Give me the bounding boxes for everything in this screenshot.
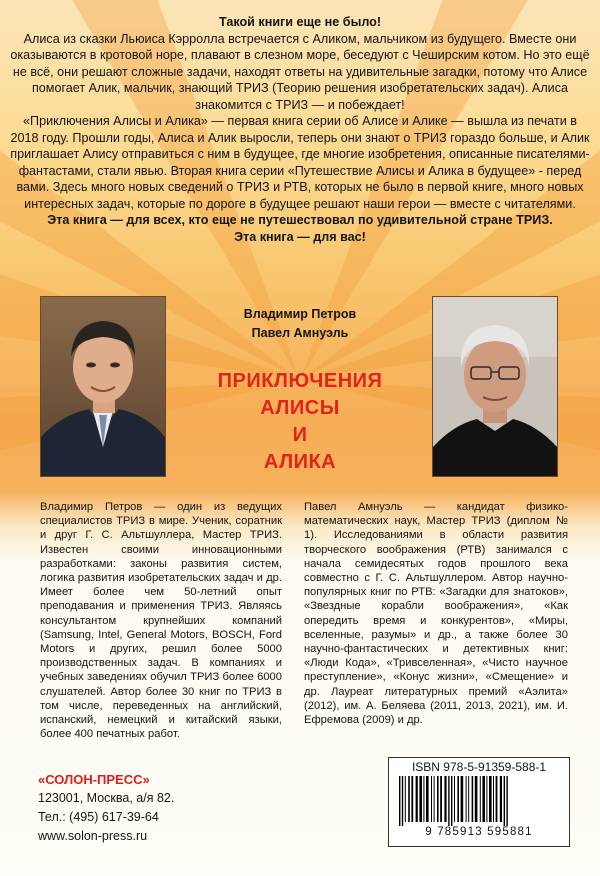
barcode-bar bbox=[437, 776, 439, 822]
portrait-amnuel-image bbox=[433, 297, 557, 476]
author-names bbox=[200, 305, 400, 343]
barcode-bar bbox=[475, 776, 478, 822]
barcode-bar bbox=[454, 776, 455, 822]
barcode-bar bbox=[493, 776, 494, 822]
barcode-bar bbox=[434, 776, 435, 822]
publisher-name: «СОЛОН-ПРЕСС» bbox=[38, 772, 150, 787]
barcode-bar bbox=[468, 776, 469, 822]
barcode-bar bbox=[506, 776, 507, 826]
barcode-bar bbox=[500, 776, 502, 822]
barcode-bar bbox=[461, 776, 464, 822]
barcode-bar bbox=[448, 776, 449, 826]
title-line-3: И bbox=[292, 424, 308, 446]
barcode-bar bbox=[457, 776, 459, 822]
intro-text-block bbox=[10, 14, 590, 245]
barcode-bar bbox=[482, 776, 485, 822]
barcode-bar bbox=[426, 776, 429, 822]
barcode-bar bbox=[444, 776, 446, 822]
bio-amnuel: Павел Амнуэль — кандидат физико-математических наук, Мастер ТРИЗ (диплом № 1). Исследованиями в области развития творческого воображения (РТВ) занимался с начала семидесятых годов прошлого века совместно с Г. С. Альтшуллером. Автор научно-популярных книг по РТВ: «Загадки для знатоков», «Звездные корабли воображения», «Как опередить время и конкурентов», «Миры, вселенные, разумы» и др., а также более 30 научно-фантастических и детективных книг: «Люди Кода», «Тривселенная», «Чисто научное преступление», «Конус жизни», «Смещение» и др. Лауреат литературных премий «Аэлита» (2012), им. А. Беляева (2011, 2013, 2021), им. И. Ефремова (2009) и др. bbox=[304, 501, 568, 727]
portrait-petrov-image bbox=[41, 297, 165, 476]
barcode-bar bbox=[504, 776, 505, 826]
intro-closing-1: Эта книга — для всех, кто еще не путешествовал по удивительной стране ТРИЗ. bbox=[47, 213, 553, 227]
intro-heading: Такой книги еще не было! bbox=[218, 15, 382, 29]
barcode-box bbox=[388, 757, 570, 847]
barcode-bar bbox=[480, 776, 481, 822]
publisher-website: www.solon-press.ru bbox=[38, 829, 148, 843]
barcode-bar bbox=[411, 776, 413, 822]
author-photo-amnuel bbox=[432, 296, 558, 477]
intro-closing-2: Эта книга — для вас! bbox=[234, 229, 366, 244]
barcode-bar bbox=[416, 776, 418, 822]
barcode-bar bbox=[402, 776, 403, 826]
barcode-bar bbox=[419, 776, 422, 822]
barcode-bar bbox=[496, 776, 498, 822]
book-title bbox=[170, 368, 430, 476]
author-photo-petrov bbox=[40, 296, 166, 477]
barcode-bar bbox=[451, 776, 452, 826]
author-name-1: Владимир Петров bbox=[243, 307, 357, 321]
publisher-info bbox=[38, 770, 174, 846]
barcode-bar bbox=[489, 776, 492, 822]
barcode-bar bbox=[423, 776, 424, 822]
barcode-bar bbox=[486, 776, 487, 822]
barcode-bar bbox=[431, 776, 432, 822]
barcode-bar bbox=[405, 776, 406, 822]
isbn-label: ISBN 978-5-91359-588-1 bbox=[411, 760, 547, 774]
barcode-bar bbox=[466, 776, 467, 822]
publisher-phone: Тел.: (495) 617-39-64 bbox=[38, 810, 159, 824]
barcode-bar bbox=[440, 776, 442, 822]
barcode-image bbox=[397, 776, 561, 826]
title-line-4: АЛИКА bbox=[263, 451, 337, 473]
title-line-2: АЛИСЫ bbox=[260, 397, 340, 419]
author-name-2: Павел Амнуэль bbox=[251, 326, 349, 340]
barcode-number: 9 785913 595881 bbox=[425, 826, 533, 838]
barcode-bar bbox=[408, 776, 410, 822]
intro-paragraph-1: Алиса из сказки Льюиса Кэрролла встречается с Аликом, мальчиком из будущего. Вместе они оказываются в кротовой норе, плавают в слезном море, беседуют с Чеширским котом. Но это ещё не всё, они решают сложные задачи, находят ответы на удивительные загадки, потому что Алисе помогает Алик, мальчик, знающий ТРИЗ (Теорию решения изобретательских задач). Алиса знакомится с ТРИЗ — и побеждает! bbox=[10, 31, 590, 112]
title-line-1: ПРИКЛЮЧЕНИЯ bbox=[217, 370, 383, 392]
bio-petrov: Владимир Петров — один из ведущих специалистов ТРИЗ в мире. Ученик, соратник и друг Г. С. Альтшуллера, Мастер ТРИЗ. Известен своими инновационными разработками: законы развития систем, логика развития изобретательских задач и др. Имеет более чем 50-летний опыт преподавания и применения ТРИЗ. Являясь консультантом крупнейших компаний (Samsung, Intel, General Motors, BOSCH, Ford Motors и других, решил более 5000 производственных задач. В компаниях и учебных заведениях обучил ТРИЗ более 6000 слушателей. Автор более 30 книг по ТРИЗ в том числе, переведенных на английский, испанский, немецкий и китайский языки, более 400 печатных работ. bbox=[40, 501, 282, 741]
barcode-bar bbox=[472, 776, 474, 822]
barcode-bar bbox=[399, 776, 400, 826]
publisher-address: 123001, Москва, а/я 82. bbox=[38, 791, 175, 805]
intro-paragraph-2: «Приключения Алисы и Алика» — первая книга серии об Алисе и Алике — вышла из печати в 2018 году. Прошли годы, Алиса и Алик выросли, теперь они знают о ТРИЗ гораздо больше, и Алик приглашает Алису отправиться с ним в будущее, где многие изобретения, описанные писателями-фантастами, стали явью. Вторая книга серии «Путешествие Алисы и Алика в будущее» - перед вами. Здесь много новых сведений о ТРИЗ и РТВ, которых не было в первой книге, много новых интересных задач, которые по дороге в будущее решают наши герои — вместе с читателями. bbox=[10, 114, 590, 211]
